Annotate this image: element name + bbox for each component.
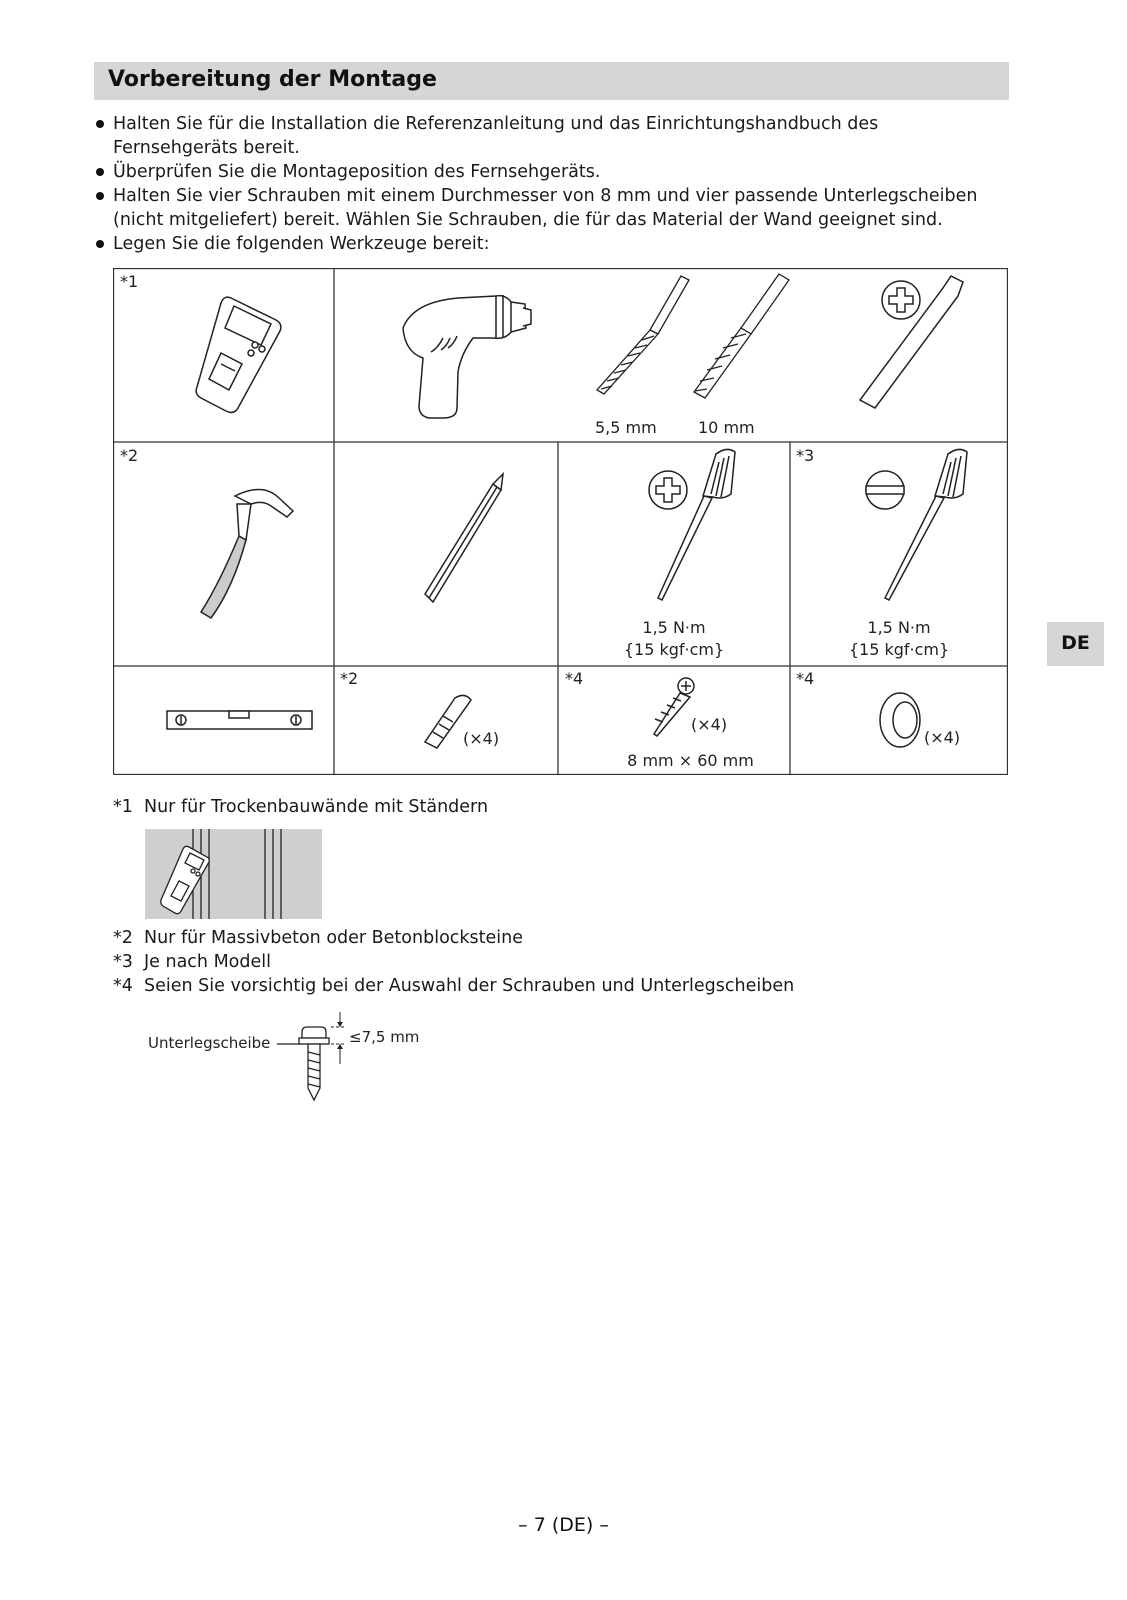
washer-screw-drawing (145, 1008, 445, 1108)
drywall-stud-illustration (145, 829, 322, 919)
bullet-dot-icon (96, 120, 104, 128)
flat-torque-alt-label: {15 kgf·cm} (848, 640, 950, 659)
drill-bit-large-label: 10 mm (698, 418, 755, 437)
bullet-item (94, 112, 1024, 160)
footnote-mark: *4 (113, 976, 133, 996)
footnote-mark: *3 (113, 952, 133, 972)
pencil-icon (425, 474, 503, 602)
footnote-4 (113, 974, 794, 998)
stud-finder-icon (196, 297, 281, 412)
bullet-line: Fernsehgeräts bereit. (113, 138, 300, 158)
preparation-bullet-list (94, 112, 1024, 256)
bullet-item (94, 184, 1024, 232)
washer-note-mark: *4 (796, 669, 815, 688)
bullet-line: (nicht mitgeliefert) bereit. Wählen Sie Schrauben, die für das Material der Wand geeignet sind. (113, 210, 943, 230)
bullet-dot-icon (96, 168, 104, 176)
footnote-3 (113, 950, 271, 974)
tools-table (113, 268, 1008, 775)
phillips-screwdriver-icon (649, 449, 735, 600)
bullet-dot-icon (96, 192, 104, 200)
footnote-text: Seien Sie vorsichtig bei der Auswahl der Schrauben und Unterlegscheiben (144, 976, 795, 996)
footnote-2 (113, 926, 523, 950)
drill-bit-large-icon (694, 274, 789, 398)
hammer-note-mark: *2 (120, 446, 139, 465)
bullet-line: Legen Sie die folgenden Werkzeuge bereit: (113, 234, 490, 254)
washer-label: Unterlegscheibe (148, 1034, 271, 1052)
hammer-icon (201, 489, 293, 618)
bullet-dot-icon (96, 240, 104, 248)
spirit-level-icon (167, 711, 312, 729)
footnote-text: Nur für Trockenbauwände mit Ständern (144, 797, 489, 817)
bullet-item (94, 160, 1024, 184)
screw-icon (654, 678, 694, 736)
washer-dimension-label: ≤7,5 mm (349, 1028, 420, 1046)
section-title: Vorbereitung der Montage (108, 67, 437, 92)
flat-screwdriver-note-mark: *3 (796, 446, 815, 465)
stud-finder-note-mark: *1 (120, 272, 139, 291)
page-number: – 7 (DE) – (518, 1514, 609, 1536)
screw-note-mark: *4 (565, 669, 584, 688)
section-header (94, 62, 1009, 100)
footnote-mark: *2 (113, 928, 133, 948)
bullet-line: Halten Sie für die Installation die Referenzanleitung und das Einrichtungshandbuch des (113, 114, 879, 134)
footnote-1 (113, 795, 488, 819)
bullet-line: Überprüfen Sie die Montageposition des Fernsehgeräts. (113, 162, 601, 182)
anchor-note-mark: *2 (340, 669, 359, 688)
phillips-torque-label: 1,5 N·m (642, 618, 706, 637)
stud-finder-small-icon (161, 846, 210, 913)
anchor-quantity: (×4) (463, 729, 500, 748)
screw-quantity: (×4) (691, 715, 728, 734)
bullet-line: Halten Sie vier Schrauben mit einem Durchmesser von 8 mm und vier passende Unterlegscheiben (113, 186, 978, 206)
language-tab (1047, 622, 1104, 666)
washer-quantity: (×4) (924, 728, 961, 747)
phillips-torque-alt-label: {15 kgf·cm} (623, 640, 725, 659)
screw-size-label: 8 mm × 60 mm (627, 751, 754, 770)
washer-thickness-diagram (145, 1008, 445, 1108)
bullet-item (94, 232, 1024, 256)
washer-icon (880, 693, 920, 747)
stud-wall-drawing (145, 829, 322, 919)
tools-grid-lines (113, 268, 1008, 775)
footnote-mark: *1 (113, 797, 133, 817)
drill-bit-small-label: 5,5 mm (595, 418, 657, 437)
flat-torque-label: 1,5 N·m (867, 618, 931, 637)
power-drill-icon (403, 295, 531, 418)
footnote-text: Je nach Modell (144, 952, 271, 972)
phillips-bit-icon (860, 276, 963, 408)
flat-screwdriver-icon (866, 449, 967, 600)
drill-bit-small-icon (597, 276, 689, 394)
footnote-text: Nur für Massivbeton oder Betonblocksteine (144, 928, 523, 948)
language-tab-label: DE (1061, 632, 1090, 654)
